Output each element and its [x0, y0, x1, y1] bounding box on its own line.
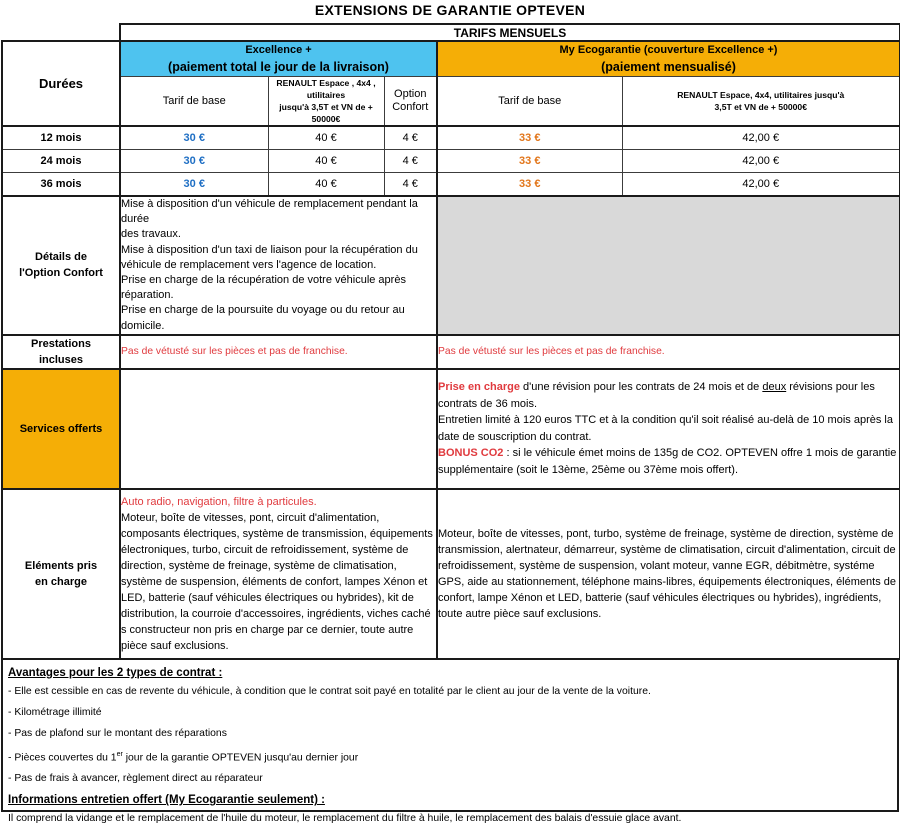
- services-offerts-right: [437, 369, 900, 489]
- offer-name-excellence: Excellence +: [245, 44, 312, 56]
- table-row-prestations: [2, 335, 900, 369]
- option-confort-line-4: véhicule de remplacement vers l'agence de location.: [121, 258, 377, 271]
- col-header-option-line1: Option: [394, 88, 427, 100]
- option-confort-line-3: Mise à disposition d'un taxi de liaison pour la récupération du: [121, 243, 418, 256]
- services-deux-underlined: deux: [762, 381, 787, 394]
- advantage-item: - Pas de frais à avancer, règlement direct au réparateur: [8, 773, 263, 785]
- services-prise-en-charge-rest: d'une révision pour les contrats de 24 mois et de: [519, 381, 763, 394]
- elements-label-line1: Eléments pris: [24, 559, 98, 572]
- services-block-1: [438, 379, 899, 412]
- price-eco-base-12: 33 €: [437, 126, 622, 150]
- price-exc-option-12: 4 €: [384, 126, 437, 150]
- info-entretien-text: Il comprend la vidange et le remplacement de l'huile du moteur, le remplacement du filtre à huile, le remplacement des balais d'essuie glace avant.: [8, 813, 682, 825]
- col-header-eco-renault-line1: RENAULT Espace, 4x4, utilitaires jusqu'à: [677, 90, 845, 100]
- section-label-prestations: [2, 335, 120, 369]
- services-bonus-co2-label: BONUS CO2: [438, 447, 504, 460]
- pieces-prefix: - Pièces couvertes du 1: [8, 752, 117, 764]
- price-exc-renault-24: 40 €: [268, 150, 384, 173]
- price-eco-base-24: 33 €: [437, 150, 622, 173]
- prestations-right-text: Pas de vétusté sur les pièces et pas de franchise.: [437, 335, 900, 369]
- table-row-services-offerts: [2, 369, 900, 489]
- price-eco-base-36: 33 €: [437, 173, 622, 197]
- section-label-option-confort: [2, 196, 120, 335]
- prestations-label-line1: Prestations: [31, 337, 91, 350]
- row-duration-12: 12 mois: [2, 126, 120, 150]
- advantage-item: - Elle est cessible en cas de revente du véhicule, à condition que le contrat soit payé en totalité par le client au jour de la vente de la voiture.: [8, 685, 651, 697]
- services-prise-en-charge-label: Prise en charge: [438, 381, 520, 394]
- offer-header-excellence: [120, 41, 437, 77]
- col-header-exc-tarif-base: Tarif de base: [120, 77, 268, 127]
- option-confort-label-line1: Détails de: [35, 251, 87, 264]
- elements-right-text: Moteur, boîte de vitesses, pont, turbo, système de freinage, système de direction, système de transmission, alertnateur, démarreur, système de climatisation, circuit d'alimentation, circuit de refroidissement, système de suspension, volant moteur, vanne EGR, débitmètre, systéme GPS, aide au stationnement, téléphone mains-libres, équipements électroniques, éléments de confort, lampe Xénon et LED, batterie (sauf véhicules électriques ou hybrides), ingrédients, toute autre pièce sauf exclusions.: [438, 527, 896, 620]
- elements-label-line2: en charge: [35, 575, 87, 588]
- price-eco-renault-24: 42,00 €: [622, 150, 900, 173]
- price-exc-option-36: 4 €: [384, 173, 437, 197]
- table-row: [2, 150, 900, 173]
- elements-right-content: [437, 489, 900, 659]
- advantage-item-pieces: [8, 747, 892, 765]
- empty-corner-cell: [2, 24, 120, 41]
- advantage-item: - Pas de plafond sur le montant des réparations: [8, 727, 227, 739]
- price-exc-renault-12: 40 €: [268, 126, 384, 150]
- price-exc-option-24: 4 €: [384, 150, 437, 173]
- option-confort-line-6: Prise en charge de la poursuite du voyage ou du retour au domicile.: [121, 304, 405, 332]
- option-confort-line-1: Mise à disposition d'un véhicule de remplacement pendant la durée: [121, 198, 418, 226]
- table-row: [2, 173, 900, 197]
- option-confort-empty-grey-cell: [437, 196, 900, 335]
- pieces-ordinal-sup: er: [116, 750, 123, 758]
- durations-header: Durées: [2, 41, 120, 126]
- info-entretien-title: Informations entretien offert (My Ecogarantie seulement) :: [8, 794, 325, 807]
- price-exc-renault-36: 40 €: [268, 173, 384, 197]
- col-header-eco-tarif-base: Tarif de base: [437, 77, 622, 127]
- option-confort-content: [120, 196, 437, 335]
- elements-left-text: Moteur, boîte de vitesses, pont, circuit d'alimentation, composants électriques, système de transmission, équipements électroniques, turbo, circuit de refroidissement, système de direction, système de freinage, système de climatisation, système de suspension, éléments de confort, lampes Xénon et LED, batterie (sauf véhicules électriques ou hybrides), kit de distribution, la courroie d'accessoires, ingrédients, viches caché s constructeur non pris en charge par ce dernier, toute autre pièce sauf exclusions.: [121, 511, 433, 652]
- prestations-label-line2: incluses: [38, 353, 84, 366]
- services-block-2: Entretien limité à 120 euros TTC et à la condition qu'il soit réalisé au-delà de 10 mois après la date de souscription du contrat.: [438, 414, 893, 443]
- col-header-option-line2: Confort: [392, 101, 429, 113]
- col-header-exc-renault-line1: RENAULT Espace , 4x4 , utilitaires: [276, 78, 376, 100]
- price-exc-base-12: 30 €: [120, 126, 268, 150]
- offer-payment-ecogarantie: (paiement mensualisé): [601, 60, 736, 74]
- elements-left-content: [120, 489, 437, 659]
- col-header-exc-renault: [268, 77, 384, 127]
- table-subtitle: TARIFS MENSUELS: [120, 24, 900, 41]
- table-row-subtitle: [2, 24, 900, 41]
- advantages-title: Avantages pour les 2 types de contrat :: [8, 666, 223, 679]
- price-eco-renault-36: 42,00 €: [622, 173, 900, 197]
- section-label-services-offerts: Services offerts: [2, 369, 120, 489]
- col-header-eco-renault-line2: 3,5T et VN de + 50000€: [714, 102, 807, 112]
- price-eco-renault-12: 42,00 €: [622, 126, 900, 150]
- elements-left-red-text: Auto radio, navigation, filtre à particules.: [121, 495, 317, 508]
- option-confort-line-2: des travaux.: [121, 228, 181, 241]
- col-header-exc-option-confort: [384, 77, 437, 127]
- col-header-eco-renault: [622, 77, 900, 127]
- price-exc-base-36: 30 €: [120, 173, 268, 197]
- table-row-column-headers: [2, 77, 900, 127]
- prestations-left-text: Pas de vétusté sur les pièces et pas de franchise.: [120, 335, 437, 369]
- option-confort-label-line2: l'Option Confort: [19, 267, 103, 280]
- table-row: [2, 126, 900, 150]
- col-header-exc-renault-line2: jusqu'à 3,5T et VN de + 50000€: [279, 102, 373, 124]
- table-row-offer-headers: [2, 41, 900, 77]
- services-prise-en-charge-tail: révisions pour les contrats de 36 mois.: [438, 381, 875, 410]
- option-confort-line-5: Prise en charge de la récupération de votre véhicule après réparation.: [121, 274, 406, 302]
- table-row-option-confort: [2, 196, 900, 335]
- offer-header-ecogarantie: [437, 41, 900, 77]
- advantage-item: - Kilométrage illimité: [8, 706, 102, 718]
- row-duration-24: 24 mois: [2, 150, 120, 173]
- services-block-3: [438, 445, 899, 478]
- row-duration-36: 36 mois: [2, 173, 120, 197]
- offer-name-ecogarantie: My Ecogarantie (couverture Excellence +): [559, 44, 778, 56]
- table-row-elements: [2, 489, 900, 659]
- services-offerts-left: [120, 369, 437, 489]
- tariff-table: [1, 23, 900, 660]
- section-label-elements: [2, 489, 120, 659]
- advantages-box: [1, 660, 899, 825]
- price-exc-base-24: 30 €: [120, 150, 268, 173]
- offer-payment-excellence: (paiement total le jour de la livraison): [168, 60, 389, 74]
- services-bonus-co2-rest: : si le véhicule émet moins de 135g de CO2. OPTEVEN offre 1 mois de garantie supplémentaire (soit le 13ème, 25ème ou 37ème mois offert).: [438, 447, 897, 476]
- pieces-suffix: jour de la garantie OPTEVEN jusqu'au dernier jour: [122, 752, 359, 764]
- page-title: EXTENSIONS DE GARANTIE OPTEVEN: [314, 2, 586, 18]
